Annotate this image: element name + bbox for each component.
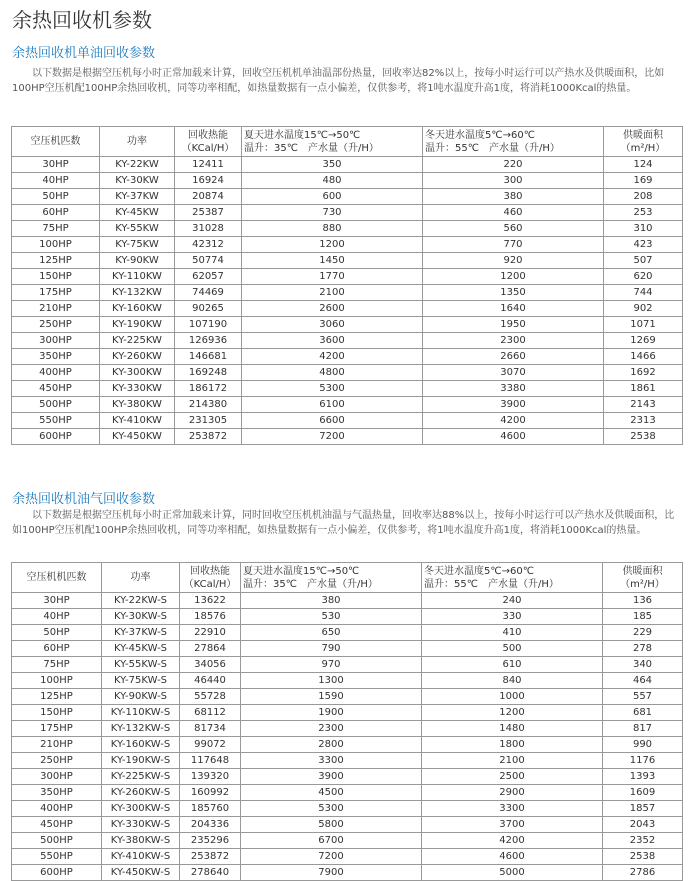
table-row — [12, 205, 683, 221]
cell-heating-area: 2313 — [604, 413, 683, 429]
cell-hp: 30HP — [12, 157, 100, 173]
header-winter-water — [423, 127, 604, 157]
cell-summer-water: 7900 — [241, 865, 422, 881]
table-row — [12, 397, 683, 413]
cell-power: KY-190KW-S — [102, 753, 180, 769]
cell-summer-water: 3900 — [241, 769, 422, 785]
cell-hp: 125HP — [12, 689, 102, 705]
cell-recovered-heat: 22910 — [180, 625, 241, 641]
cell-recovered-heat: 253872 — [175, 429, 242, 445]
cell-heating-area: 208 — [604, 189, 683, 205]
table-row — [12, 817, 683, 833]
table-row — [12, 705, 683, 721]
cell-recovered-heat: 31028 — [175, 221, 242, 237]
cell-heating-area: 229 — [603, 625, 683, 641]
cell-winter-water: 3380 — [423, 381, 604, 397]
cell-summer-water: 7200 — [242, 429, 423, 445]
header-hp-line: 空压机匹数 — [30, 136, 81, 147]
cell-recovered-heat: 68112 — [180, 705, 241, 721]
cell-winter-water: 5000 — [422, 865, 603, 881]
table-row — [12, 721, 683, 737]
header-summer-water-line: 温升：35℃ 产水量（升/H） — [243, 578, 378, 590]
cell-summer-water: 6600 — [242, 413, 423, 429]
cell-power: KY-132KW — [100, 285, 175, 301]
cell-heating-area: 681 — [603, 705, 683, 721]
header-recovered-heat — [180, 563, 241, 593]
cell-heating-area: 1269 — [604, 333, 683, 349]
cell-hp: 250HP — [12, 317, 100, 333]
section-title-oil: 余热回收机单油回收参数 — [12, 46, 156, 61]
cell-recovered-heat: 50774 — [175, 253, 242, 269]
cell-recovered-heat: 12411 — [175, 157, 242, 173]
cell-winter-water: 1350 — [423, 285, 604, 301]
cell-summer-water: 2800 — [241, 737, 422, 753]
params-table-oil — [11, 126, 683, 445]
table-row — [12, 593, 683, 609]
cell-hp: 60HP — [12, 641, 102, 657]
cell-power: KY-260KW — [100, 349, 175, 365]
cell-heating-area: 423 — [604, 237, 683, 253]
cell-hp: 350HP — [12, 349, 100, 365]
table-row — [12, 317, 683, 333]
table-row — [12, 349, 683, 365]
table-row — [12, 609, 683, 625]
cell-recovered-heat: 34056 — [180, 657, 241, 673]
cell-winter-water: 1800 — [422, 737, 603, 753]
cell-hp: 100HP — [12, 673, 102, 689]
table-header-row — [12, 563, 683, 593]
cell-heating-area: 253 — [604, 205, 683, 221]
cell-power: KY-450KW — [100, 429, 175, 445]
header-summer-water — [242, 127, 423, 157]
header-recovered-heat — [175, 127, 242, 157]
cell-hp: 150HP — [12, 705, 102, 721]
header-recovered-heat-line: （KCal/H） — [183, 578, 237, 590]
cell-summer-water: 6100 — [242, 397, 423, 413]
table-row — [12, 849, 683, 865]
cell-winter-water: 2900 — [422, 785, 603, 801]
cell-heating-area: 169 — [604, 173, 683, 189]
cell-hp: 75HP — [12, 221, 100, 237]
cell-recovered-heat: 13622 — [180, 593, 241, 609]
cell-winter-water: 920 — [423, 253, 604, 269]
cell-recovered-heat: 18576 — [180, 609, 241, 625]
cell-hp: 210HP — [12, 737, 102, 753]
header-summer-water — [241, 563, 422, 593]
cell-power: KY-410KW — [100, 413, 175, 429]
section-title-oil-gas: 余热回收机油气回收参数 — [12, 492, 156, 507]
cell-recovered-heat: 185760 — [180, 801, 241, 817]
cell-heating-area: 2143 — [604, 397, 683, 413]
cell-recovered-heat: 25387 — [175, 205, 242, 221]
cell-heating-area: 1692 — [604, 365, 683, 381]
cell-heating-area: 1609 — [603, 785, 683, 801]
cell-recovered-heat: 46440 — [180, 673, 241, 689]
cell-power: KY-30KW — [100, 173, 175, 189]
cell-hp: 550HP — [12, 849, 102, 865]
table-header-row — [12, 127, 683, 157]
cell-recovered-heat: 27864 — [180, 641, 241, 657]
table-row — [12, 657, 683, 673]
cell-recovered-heat: 160992 — [180, 785, 241, 801]
header-power-line: 功率 — [127, 136, 147, 147]
table-row — [12, 189, 683, 205]
header-hp-line: 空压机机匹数 — [26, 572, 87, 583]
table-row — [12, 785, 683, 801]
cell-hp: 500HP — [12, 397, 100, 413]
table-row — [12, 381, 683, 397]
cell-recovered-heat: 146681 — [175, 349, 242, 365]
cell-heating-area: 2538 — [604, 429, 683, 445]
table-row — [12, 769, 683, 785]
cell-recovered-heat: 139320 — [180, 769, 241, 785]
cell-recovered-heat: 20874 — [175, 189, 242, 205]
cell-power: KY-75KW-S — [102, 673, 180, 689]
cell-heating-area: 1857 — [603, 801, 683, 817]
table-row — [12, 365, 683, 381]
cell-summer-water: 970 — [241, 657, 422, 673]
table-row — [12, 333, 683, 349]
cell-winter-water: 4200 — [423, 413, 604, 429]
cell-winter-water: 410 — [422, 625, 603, 641]
cell-winter-water: 3900 — [423, 397, 604, 413]
header-heating-area-line: （m²/H） — [620, 142, 666, 154]
cell-winter-water: 380 — [423, 189, 604, 205]
cell-summer-water: 5300 — [241, 801, 422, 817]
cell-winter-water: 300 — [423, 173, 604, 189]
header-summer-water-line: 夏天进水温度15℃→50℃ — [243, 565, 360, 577]
cell-summer-water: 1200 — [242, 237, 423, 253]
cell-hp: 450HP — [12, 817, 102, 833]
cell-winter-water: 330 — [422, 609, 603, 625]
cell-heating-area: 2043 — [603, 817, 683, 833]
cell-summer-water: 4500 — [241, 785, 422, 801]
cell-hp: 550HP — [12, 413, 100, 429]
cell-winter-water: 1480 — [422, 721, 603, 737]
cell-heating-area: 1861 — [604, 381, 683, 397]
cell-hp: 350HP — [12, 785, 102, 801]
cell-power: KY-160KW-S — [102, 737, 180, 753]
cell-winter-water: 460 — [423, 205, 604, 221]
cell-hp: 60HP — [12, 205, 100, 221]
cell-recovered-heat: 55728 — [180, 689, 241, 705]
cell-recovered-heat: 74469 — [175, 285, 242, 301]
cell-summer-water: 2100 — [242, 285, 423, 301]
cell-winter-water: 560 — [423, 221, 604, 237]
cell-power: KY-300KW-S — [102, 801, 180, 817]
cell-summer-water: 480 — [242, 173, 423, 189]
cell-heating-area: 817 — [603, 721, 683, 737]
cell-heating-area: 507 — [604, 253, 683, 269]
cell-power: KY-410KW-S — [102, 849, 180, 865]
cell-hp: 75HP — [12, 657, 102, 673]
table-row — [12, 253, 683, 269]
cell-power: KY-45KW-S — [102, 641, 180, 657]
cell-recovered-heat: 278640 — [180, 865, 241, 881]
cell-recovered-heat: 107190 — [175, 317, 242, 333]
cell-hp: 300HP — [12, 769, 102, 785]
cell-summer-water: 3060 — [242, 317, 423, 333]
cell-power: KY-160KW — [100, 301, 175, 317]
cell-recovered-heat: 81734 — [180, 721, 241, 737]
table-row — [12, 833, 683, 849]
cell-power: KY-55KW — [100, 221, 175, 237]
cell-heating-area: 1466 — [604, 349, 683, 365]
cell-power: KY-37KW — [100, 189, 175, 205]
section-desc-oil: 以下数据是根据空压机每小时正常加载来计算，回收空压机机单油温部份热量，回收率达82%以上，按每小时运行可以产热水及供暖面积，比如100HP空压机配100HP余热回收机，同等功率相配，如热量数据有一点小偏差，仅供参考，将1吨水温度升高1度，将消耗1000Kcal的热量。 — [12, 68, 665, 94]
cell-winter-water: 220 — [423, 157, 604, 173]
cell-summer-water: 1590 — [241, 689, 422, 705]
cell-heating-area: 990 — [603, 737, 683, 753]
cell-winter-water: 610 — [422, 657, 603, 673]
cell-summer-water: 6700 — [241, 833, 422, 849]
header-winter-water-line: 温升：55℃ 产水量（升/H） — [425, 142, 560, 154]
cell-power: KY-30KW-S — [102, 609, 180, 625]
cell-recovered-heat: 90265 — [175, 301, 242, 317]
cell-recovered-heat: 214380 — [175, 397, 242, 413]
cell-winter-water: 4600 — [423, 429, 604, 445]
cell-power: KY-225KW-S — [102, 769, 180, 785]
header-hp — [12, 127, 100, 157]
cell-hp: 150HP — [12, 269, 100, 285]
cell-power: KY-380KW-S — [102, 833, 180, 849]
cell-recovered-heat: 42312 — [175, 237, 242, 253]
cell-recovered-heat: 16924 — [175, 173, 242, 189]
cell-power: KY-225KW — [100, 333, 175, 349]
header-power — [102, 563, 180, 593]
header-winter-water-line: 冬天进水温度5℃→60℃ — [425, 129, 535, 141]
header-heating-area-line: （m²/H） — [620, 578, 665, 590]
cell-power: KY-190KW — [100, 317, 175, 333]
cell-hp: 125HP — [12, 253, 100, 269]
cell-power: KY-330KW-S — [102, 817, 180, 833]
cell-heating-area: 2352 — [603, 833, 683, 849]
cell-hp: 40HP — [12, 173, 100, 189]
cell-hp: 175HP — [12, 285, 100, 301]
cell-power: KY-110KW — [100, 269, 175, 285]
table-row — [12, 865, 683, 881]
table-row — [12, 689, 683, 705]
header-summer-water-line: 温升：35℃ 产水量（升/H） — [244, 142, 379, 154]
cell-power: KY-75KW — [100, 237, 175, 253]
cell-winter-water: 3070 — [423, 365, 604, 381]
header-recovered-heat-line: 回收热能 — [190, 565, 230, 577]
header-heating-area — [603, 563, 683, 593]
cell-heating-area: 1393 — [603, 769, 683, 785]
cell-recovered-heat: 62057 — [175, 269, 242, 285]
cell-summer-water: 4800 — [242, 365, 423, 381]
cell-hp: 600HP — [12, 429, 100, 445]
cell-heating-area: 557 — [603, 689, 683, 705]
cell-hp: 210HP — [12, 301, 100, 317]
table-row — [12, 301, 683, 317]
cell-heating-area: 902 — [604, 301, 683, 317]
cell-winter-water: 2300 — [423, 333, 604, 349]
section-desc-oil-gas: 以下数据是根据空压机每小时正常加载来计算，同时回收空压机机油温与气温热量，回收率达88%以上，按每小时运行可以产热水及供暖面积，比如100HP空压机配100HP余热回收机，同等功率相配，如热量数据有一点小偏差，仅供参考，将1吨水温度升高1度，将消耗1000Kcal的热量。 — [12, 510, 675, 536]
cell-summer-water: 1900 — [241, 705, 422, 721]
header-hp — [12, 563, 102, 593]
table-row — [12, 801, 683, 817]
cell-recovered-heat: 204336 — [180, 817, 241, 833]
cell-power: KY-330KW — [100, 381, 175, 397]
cell-hp: 450HP — [12, 381, 100, 397]
header-summer-water-line: 夏天进水温度15℃→50℃ — [244, 129, 361, 141]
table-row — [12, 673, 683, 689]
cell-hp: 250HP — [12, 753, 102, 769]
cell-winter-water: 4600 — [422, 849, 603, 865]
cell-heating-area: 464 — [603, 673, 683, 689]
cell-summer-water: 1770 — [242, 269, 423, 285]
cell-summer-water: 4200 — [242, 349, 423, 365]
cell-power: KY-300KW — [100, 365, 175, 381]
header-heating-area — [604, 127, 683, 157]
header-winter-water-line: 冬天进水温度5℃→60℃ — [424, 565, 534, 577]
cell-hp: 30HP — [12, 593, 102, 609]
cell-power: KY-90KW — [100, 253, 175, 269]
cell-hp: 40HP — [12, 609, 102, 625]
table-row — [12, 413, 683, 429]
cell-hp: 50HP — [12, 189, 100, 205]
cell-power: KY-22KW-S — [102, 593, 180, 609]
cell-power: KY-22KW — [100, 157, 175, 173]
cell-power: KY-45KW — [100, 205, 175, 221]
table-row — [12, 641, 683, 657]
cell-hp: 175HP — [12, 721, 102, 737]
cell-winter-water: 770 — [423, 237, 604, 253]
cell-winter-water: 1200 — [422, 705, 603, 721]
cell-summer-water: 350 — [242, 157, 423, 173]
cell-recovered-heat: 99072 — [180, 737, 241, 753]
cell-power: KY-450KW-S — [102, 865, 180, 881]
cell-power: KY-90KW-S — [102, 689, 180, 705]
table-row — [12, 429, 683, 445]
cell-power: KY-55KW-S — [102, 657, 180, 673]
cell-summer-water: 3300 — [241, 753, 422, 769]
cell-hp: 300HP — [12, 333, 100, 349]
cell-power: KY-260KW-S — [102, 785, 180, 801]
cell-winter-water: 240 — [422, 593, 603, 609]
cell-recovered-heat: 253872 — [180, 849, 241, 865]
header-winter-water-line: 温升：55℃ 产水量（升/H） — [424, 578, 559, 590]
table-row — [12, 753, 683, 769]
cell-power: KY-132KW-S — [102, 721, 180, 737]
cell-heating-area: 278 — [603, 641, 683, 657]
cell-recovered-heat: 235296 — [180, 833, 241, 849]
header-heating-area-line: 供暖面积 — [623, 129, 663, 141]
header-power-line: 功率 — [130, 572, 151, 583]
cell-recovered-heat: 117648 — [180, 753, 241, 769]
cell-winter-water: 2500 — [422, 769, 603, 785]
table-row — [12, 173, 683, 189]
table-row — [12, 269, 683, 285]
cell-winter-water: 1640 — [423, 301, 604, 317]
cell-summer-water: 730 — [242, 205, 423, 221]
cell-summer-water: 880 — [242, 221, 423, 237]
cell-winter-water: 2660 — [423, 349, 604, 365]
cell-summer-water: 650 — [241, 625, 422, 641]
cell-recovered-heat: 186172 — [175, 381, 242, 397]
header-heating-area-line: 供暖面积 — [622, 565, 663, 577]
table-row — [12, 221, 683, 237]
params-table-oil-gas — [11, 562, 683, 881]
cell-power: KY-37KW-S — [102, 625, 180, 641]
cell-recovered-heat: 231305 — [175, 413, 242, 429]
cell-recovered-heat: 169248 — [175, 365, 242, 381]
cell-heating-area: 124 — [604, 157, 683, 173]
cell-summer-water: 5800 — [241, 817, 422, 833]
cell-heating-area: 2786 — [603, 865, 683, 881]
cell-winter-water: 500 — [422, 641, 603, 657]
cell-hp: 500HP — [12, 833, 102, 849]
cell-winter-water: 4200 — [422, 833, 603, 849]
cell-heating-area: 310 — [604, 221, 683, 237]
cell-summer-water: 530 — [241, 609, 422, 625]
cell-summer-water: 380 — [241, 593, 422, 609]
table-row — [12, 737, 683, 753]
cell-hp: 100HP — [12, 237, 100, 253]
page-title: 余热回收机参数 — [12, 8, 152, 32]
cell-winter-water: 3300 — [422, 801, 603, 817]
cell-summer-water: 2300 — [241, 721, 422, 737]
cell-winter-water: 3700 — [422, 817, 603, 833]
cell-summer-water: 790 — [241, 641, 422, 657]
cell-winter-water: 2100 — [422, 753, 603, 769]
cell-heating-area: 136 — [603, 593, 683, 609]
cell-winter-water: 840 — [422, 673, 603, 689]
cell-heating-area: 2538 — [603, 849, 683, 865]
cell-summer-water: 3600 — [242, 333, 423, 349]
cell-hp: 600HP — [12, 865, 102, 881]
cell-hp: 400HP — [12, 365, 100, 381]
cell-power: KY-110KW-S — [102, 705, 180, 721]
cell-recovered-heat: 126936 — [175, 333, 242, 349]
cell-heating-area: 185 — [603, 609, 683, 625]
cell-summer-water: 1300 — [241, 673, 422, 689]
table-row — [12, 285, 683, 301]
cell-heating-area: 744 — [604, 285, 683, 301]
cell-summer-water: 2600 — [242, 301, 423, 317]
cell-hp: 400HP — [12, 801, 102, 817]
cell-summer-water: 7200 — [241, 849, 422, 865]
cell-heating-area: 620 — [604, 269, 683, 285]
header-power — [100, 127, 175, 157]
cell-winter-water: 1200 — [423, 269, 604, 285]
header-winter-water — [422, 563, 603, 593]
cell-hp: 50HP — [12, 625, 102, 641]
cell-summer-water: 600 — [242, 189, 423, 205]
header-recovered-heat-line: （KCal/H） — [181, 142, 235, 154]
table-row — [12, 157, 683, 173]
cell-heating-area: 340 — [603, 657, 683, 673]
cell-winter-water: 1000 — [422, 689, 603, 705]
cell-power: KY-380KW — [100, 397, 175, 413]
cell-heating-area: 1176 — [603, 753, 683, 769]
cell-summer-water: 5300 — [242, 381, 423, 397]
header-recovered-heat-line: 回收热能 — [188, 129, 228, 141]
table-row — [12, 625, 683, 641]
cell-summer-water: 1450 — [242, 253, 423, 269]
table-row — [12, 237, 683, 253]
cell-winter-water: 1950 — [423, 317, 604, 333]
cell-heating-area: 1071 — [604, 317, 683, 333]
